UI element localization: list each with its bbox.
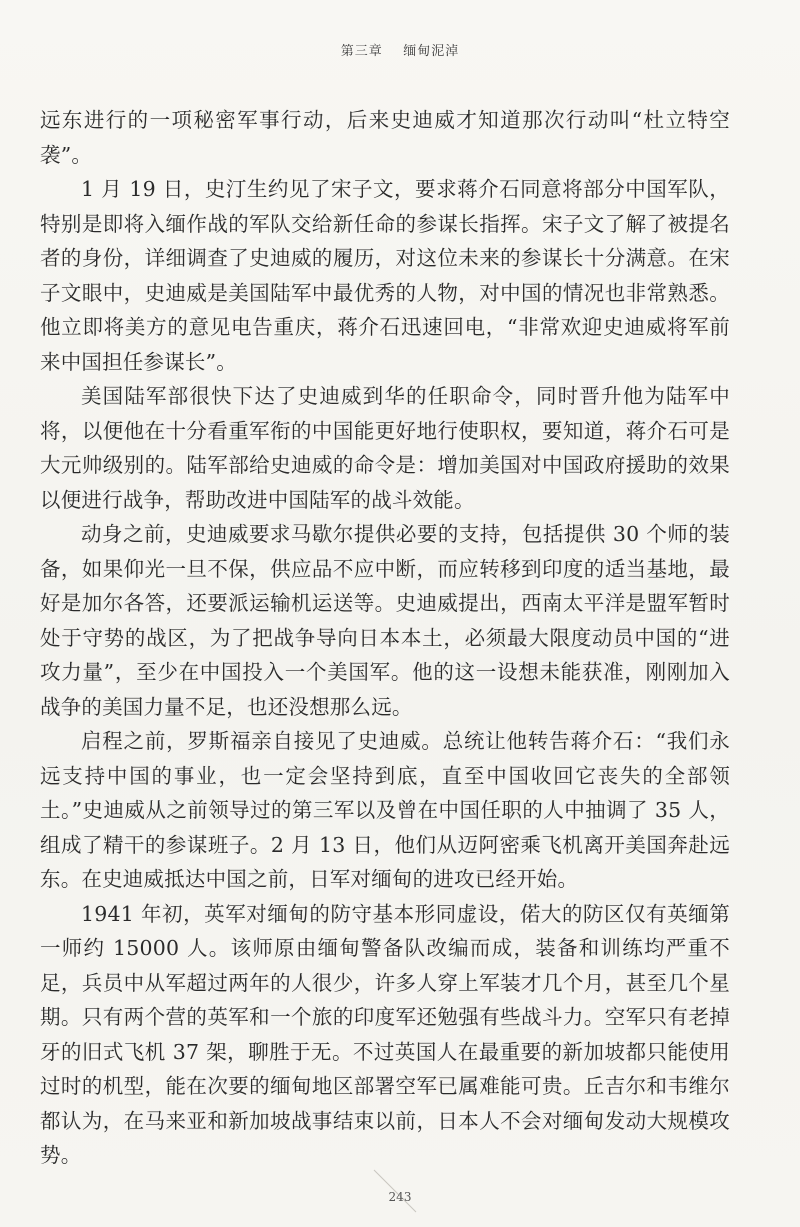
paragraph: 启程之前，罗斯福亲自接见了史迪威。总统让他转告蒋介石：“我们永远支持中国的事业，也一定会坚持到底，直至中国收回它丧失的全部领土。”史迪威从之前领导过的第三军以及曾在中国任职的人中抽调了 35 人，组成了精干的参谋班子。2 月 13 日，他们从迈阿密乘飞机离开美国奔赴远东。在史迪威抵达中国之前，日军对缅甸的进攻已经开始。 [40,729,730,891]
paragraph: 1 月 19 日，史汀生约见了宋子文，要求蒋介石同意将部分中国军队，特别是即将入缅作战的军队交给新任命的参谋长指挥。宋子文了解了被提名者的身份，详细调查了史迪威的履历，对这位未来的参谋长十分满意。在宋子文眼中，史迪威是美国陆军中最优秀的人物，对中国的情况也非常熟悉。他立即将美方的意见电告重庆，蒋介石迅速回电，“非常欢迎史迪威将军前来中国担任参谋长”。 [40,177,730,374]
paragraph: 1941 年初，英军对缅甸的防守基本形同虚设，偌大的防区仅有英缅第一师约 15000 人。该师原由缅甸警备队改编而成，装备和训练均严重不足，兵员中从军超过两年的人很少，许多人穿上军装才几个月，甚至几个星期。只有两个营的英军和一个旅的印度军还勉强有些战斗力。空军只有老掉牙的旧式飞机 37 架，聊胜于无。不过英国人在最重要的新加坡都只能使用过时的机型，能在次要的缅甸地区部署空军已属难能可贵。丘吉尔和韦维尔都认为，在马来亚和新加坡战事结束以前，日本人不会对缅甸发动大规模攻势。 [40,901,730,1167]
paragraph: 美国陆军部很快下达了史迪威到华的任职命令，同时晋升他为陆军中将，以便他在十分看重军衔的中国能更好地行使职权，要知道，蒋介石可是大元帅级别的。陆军部给史迪威的命令是：增加美国对中国政府援助的效果以便进行战争，帮助改进中国陆军的战斗效能。 [40,384,730,512]
paragraph: 远东进行的一项秘密军事行动，后来史迪威才知道那次行动叫“杜立特空袭”。 [40,108,730,167]
body-text [40,103,730,1173]
page-number: 243 [388,1190,412,1204]
running-head: 第三章 缅甸泥淖 [340,44,460,59]
paragraph: 动身之前，史迪威要求马歇尔提供必要的支持，包括提供 30 个师的装备，如果仰光一旦不保，供应品不应中断，而应转移到印度的适当基地，最好是加尔各答，还要派运输机运送等。史迪威提出，西南太平洋是盟军暂时处于守势的战区，为了把战争导向日本本土，必须最大限度动员中国的“进攻力量”，至少在中国投入一个美国军。他的这一设想未能获准，刚刚加入战争的美国力量不足，也还没想那么远。 [40,522,730,719]
